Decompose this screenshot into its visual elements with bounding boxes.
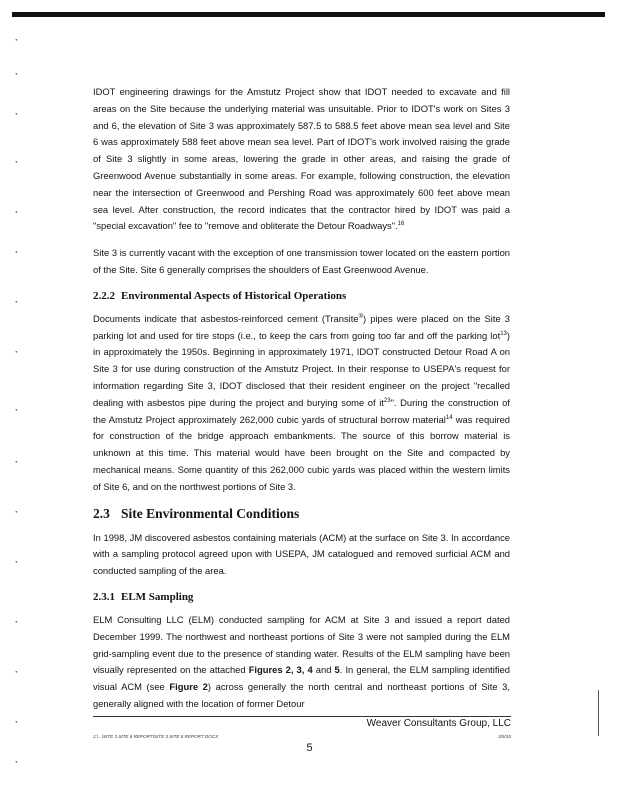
section-title: ELM Sampling [121,590,194,603]
paragraph-jm-discovery: In 1998, JM discovered asbestos containing materials (ACM) at the surface on Site 3. In accordance with a sampling protocol agreed upon with USEPA, JM catalogued and removed surficial ACM and conducted sampling of the area. [93,531,510,577]
figure-reference: 5 [334,664,340,676]
heading-2-3-1 [93,590,510,604]
figure-reference: Figures 2, 3, 4 [248,664,313,676]
page-number: 5 [306,742,313,754]
heading-2-3 [93,506,510,522]
footnote-ref: 23 [383,397,391,404]
section-number: 2.3.1 [93,590,115,603]
paragraph-site3-vacant: Site 3 is currently vacant with the exception of one transmission tower located on the eastern portion of the Site. Site 6 generally comprises the shoulders of East Greenwood Avenue. [93,247,510,275]
heading-2-2-2 [93,289,510,303]
footer-file-path: J:\...\SITE 3 SITE 6 REPORT\SITE 3 SITE 6 REPORT DOCX [93,734,219,739]
paragraph-asbestos-pipes: Documents indicate that asbestos-reinforced cement (Transite®) pipes were placed on the Site 3 parking lot and used for tire stops (i.e., to keep the cars from going too far and off the parking lot$^{13}$) in approximately the 1950s. Beginning in approximately 1971, IDOT constructed Detour Road A on Site 3 for use during construction of the Amstutz Project. In their response to USEPA's request for information regarding Site 3, IDOT disclosed that their resident engineer on the project "recalled dealing with asbestos pipe during the project and burying some of $it^{23}$". During the construction of the Amstutz Project approximately 262,000 cubic yards of structural borrow material$^{14}$ was required for construction of the bridge approach embankments. The source of this borrow material is unknown at this time. This material would have been brought on the Site and compacted by mechanical means. Some quantity of this 262,000 cubic yards was placed within the western limits of Site 6, and on the northwest portions of Site 3. [93,312,511,492]
footer-date: 3/5/15 [498,734,511,739]
paragraph-elm-sampling: ELM Consulting LLC (ELM) conducted sampling for ACM at Site 3 and issued a report dated December 1999. The northwest and northeast portions of Site 3 were not sampled during the ELM grid-sampling event due to the presence of standing water. Results of the ELM sampling have been visually represented on the attached Figures 2, 3, 4 and 5. In general, the ELM sampling identified visual ACM (see Figure 2) across generally the north central and northeast portions of Site 3, generally aligned with the location of former Detour [93,613,510,709]
document-body [93,84,510,723]
left-margin-scan-marks: • • • • • • • • • • • • • • • • [12,38,19,764]
footnote-ref: 13 [500,330,507,337]
footnote-ref: 14 [445,414,453,421]
right-margin-mark [598,690,599,736]
figure-reference: Figure 2 [169,681,208,693]
section-title: Environmental Aspects of Historical Operations [121,289,347,302]
paragraph-idot-engineering: IDOT engineering drawings for the Amstutz Project show that IDOT needed to excavate and fill areas on the Site because the underlying material was unsuitable. Prior to IDOT's work on Sites 3 and 6, the elevation of Site 3 was approximately 587.5 to 588.5 feet above mean sea level and Site 6 was approximately 588 feet above mean sea level. Part of IDOT's work involved raising the grade of Site 3 slightly in some areas, lowering the grade in other areas, and raising the grade of Greenwood Avenue substantially in some areas. For example, following construction, the elevation near the intersection of Greenwood and Pershing Road was approximately 600 feet above mean sea level. After construction, the record indicates that the contractor hired by IDOT was paid a "special excavation" fee to "remove and obliterate the Detour Roadways".$^{16}$ [93,86,510,232]
section-title: Site Environmental Conditions [121,505,300,521]
footer-company-name: Weaver Consultants Group, LLC [366,718,511,729]
footer-rule [93,716,511,717]
section-number: 2.2.2 [93,289,115,302]
footnote-ref: 16 [397,221,405,228]
registered-mark: ® [358,313,363,320]
section-number: 2.3 [93,505,110,521]
top-border-bar [12,12,605,17]
